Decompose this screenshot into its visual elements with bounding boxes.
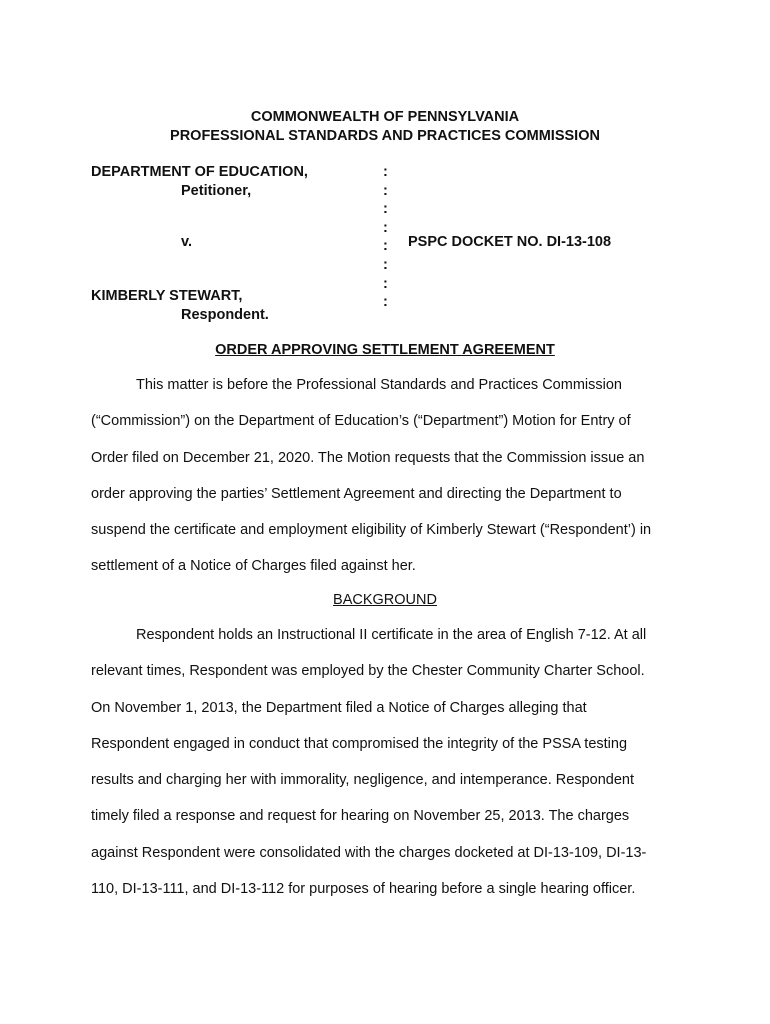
caption-colon-column: [383, 163, 388, 312]
paragraph-line: This matter is before the Professional Standards and Practices Commission: [136, 377, 622, 393]
intro-paragraph: [91, 376, 681, 594]
paragraph-line: order approving the parties’ Settlement Agreement and directing the Department to: [91, 485, 622, 502]
paragraph-line: timely filed a response and request for hearing on November 25, 2013. The charges: [91, 808, 630, 825]
caption-colon: :: [383, 275, 388, 292]
petitioner-role: Petitioner,: [181, 183, 252, 199]
commission-heading: PROFESSIONAL STANDARDS AND PRACTICES COMMISSION: [170, 128, 600, 144]
respondent-name: KIMBERLY STEWART,: [91, 288, 243, 304]
paragraph-line: against Respondent were consolidated with the charges docketed at DI-13-109, DI-13-: [91, 844, 647, 861]
respondent-role: Respondent.: [181, 307, 269, 323]
paragraph-line: relevant times, Respondent was employed by the Chester Community Charter School.: [91, 663, 645, 680]
caption-colon: :: [383, 164, 388, 180]
versus-label: v.: [181, 234, 193, 250]
caption-colon: :: [383, 201, 388, 218]
caption-colon: :: [383, 294, 388, 311]
paragraph-line: suspend the certificate and employment eligibility of Kimberly Stewart (“Respondent’) in: [91, 522, 652, 539]
paragraph-line: Order filed on December 21, 2020. The Motion requests that the Commission issue an: [91, 449, 645, 466]
caption-colon: :: [383, 219, 388, 236]
background-heading: [0, 591, 770, 610]
background-heading-text: BACKGROUND: [333, 592, 437, 608]
paragraph-line: Respondent engaged in conduct that compromised the integrity of the PSSA testing: [91, 735, 628, 752]
paragraph-line: settlement of a Notice of Charges filed against her.: [91, 558, 416, 575]
paragraph-line: (“Commission”) on the Department of Education’s (“Department”) Motion for Entry of: [91, 413, 631, 430]
order-title-text: ORDER APPROVING SETTLEMENT AGREEMENT: [215, 342, 555, 358]
paragraph-line: 110, DI-13-111, and DI-13-112 for purposes of hearing before a single hearing officer.: [91, 881, 636, 898]
caption-colon: :: [383, 182, 388, 199]
caption-colon: :: [383, 238, 388, 255]
petitioner-name: DEPARTMENT OF EDUCATION,: [91, 164, 308, 180]
order-title: [0, 341, 770, 360]
background-paragraph: [91, 626, 681, 916]
caption-colon: :: [383, 256, 388, 273]
paragraph-line: On November 1, 2013, the Department filed a Notice of Charges alleging that: [91, 699, 587, 716]
docket-number: PSPC DOCKET NO. DI-13-108: [408, 234, 612, 250]
commonwealth-heading: COMMONWEALTH OF PENNSYLVANIA: [250, 109, 520, 125]
paragraph-line: Respondent holds an Instructional II certificate in the area of English 7-12. At all: [136, 627, 647, 643]
paragraph-line: results and charging her with immorality, negligence, and intemperance. Respondent: [91, 772, 634, 789]
